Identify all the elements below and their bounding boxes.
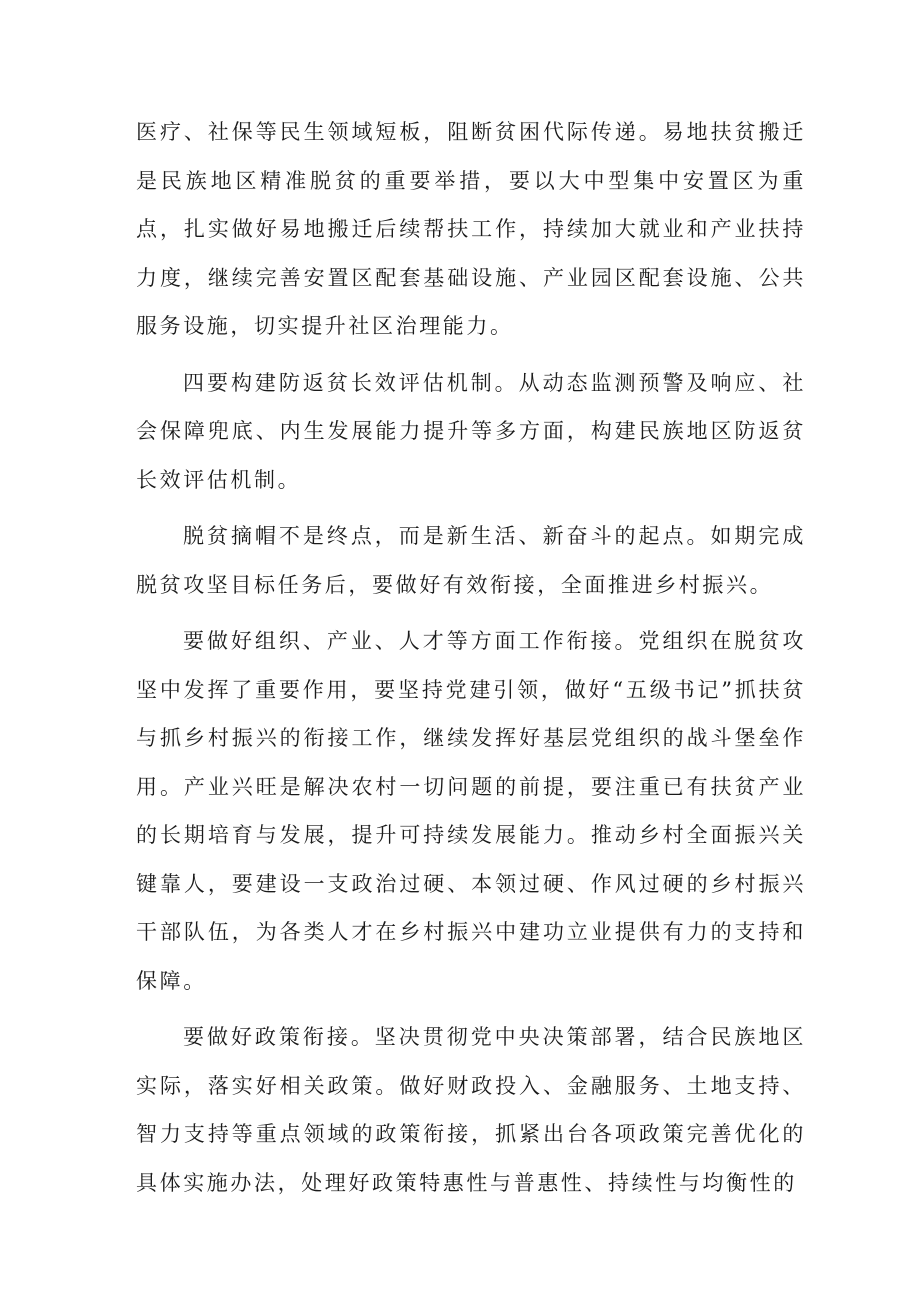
paragraph-3: 脱贫摘帽不是终点，而是新生活、新奋斗的起点。如期完成脱贫攻坚目标任务后，要做好有效衔接，全面推进乡村振兴。 [136,524,806,597]
paragraph-4: 要做好组织、产业、人才等方面工作衔接。党组织在脱贫攻坚中发挥了重要作用，要坚持党建引领，做好“五级书记”抓扶贫与抓乡村振兴的衔接工作，继续发挥好基层党组织的战斗堡垒作用。产业兴旺是解决农村一切问题的前提，要注重已有扶贫产业的长期培育与发展，提升可持续发展能力。推动乡村全面振兴关键靠人，要建设一支政治过硬、本领过硬、作风过硬的乡村振兴干部队伍，为各类人才在乡村振兴中建功立业提供有力的支持和保障。 [136,629,806,993]
paragraph-1: 医疗、社保等民生领域短板，阻断贫困代际传递。易地扶贫搬迁是民族地区精准脱贫的重要举措，要以大中型集中安置区为重点，扎实做好易地搬迁后续帮扶工作，持续加大就业和产业扶持力度，继续完善安置区配套基础设施、产业园区配套设施、公共服务设施，切实提升社区治理能力。 [136,120,806,338]
paragraph-5: 要做好政策衔接。坚决贯彻党中央决策部署，结合民族地区实际，落实好相关政策。做好财政投入、金融服务、土地支持、智力支持等重点领域的政策衔接，抓紧出台各项政策完善优化的具体实施办法，处理好政策特惠性与普惠性、持续性与均衡性的 [136,1025,806,1195]
paragraph-2: 四要构建防返贫长效评估机制。从动态监测预警及响应、社会保障兜底、内生发展能力提升等多方面，构建民族地区防返贫长效评估机制。 [136,370,806,492]
document-body [136,108,806,1215]
